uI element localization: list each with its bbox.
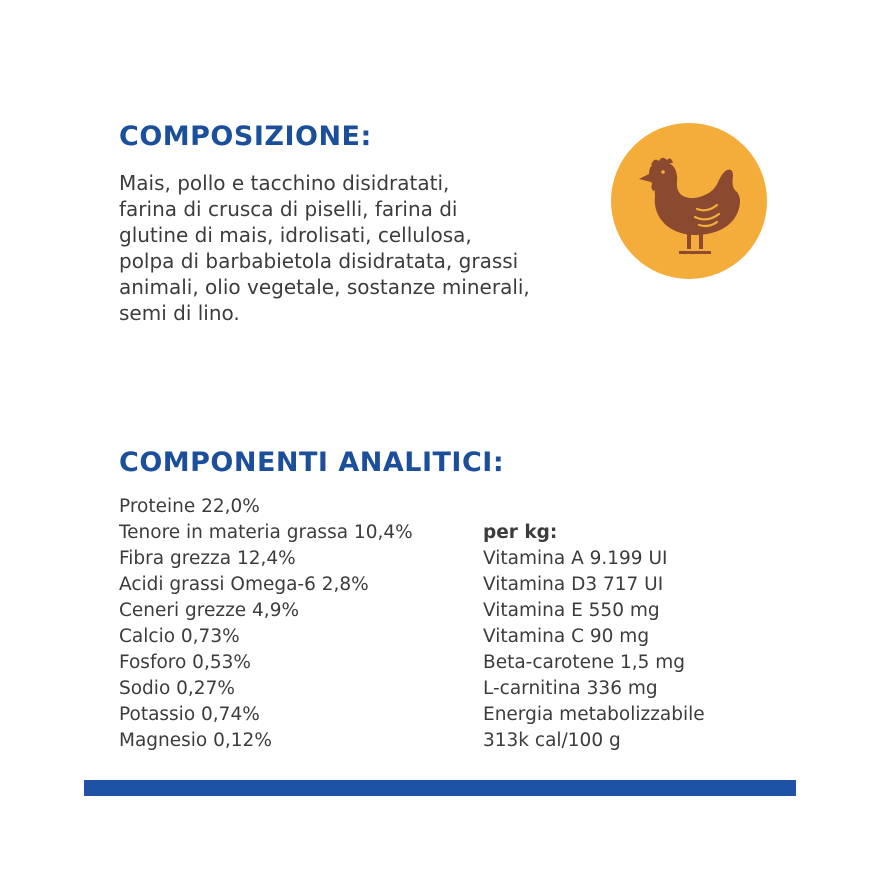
vitamin-item: Vitamina D3 717 UI xyxy=(483,574,664,595)
analytical-item: Sodio 0,27% xyxy=(119,678,235,699)
vitamin-item: Vitamina A 9.199 UI xyxy=(483,548,668,569)
composition-line: Mais, pollo e tacchino disidratati, xyxy=(119,171,450,195)
analytical-item: Tenore in materia grassa 10,4% xyxy=(119,522,413,543)
chicken-badge xyxy=(611,123,767,279)
vitamin-item: 313k cal/100 g xyxy=(483,730,621,751)
analytical-item: Fibra grezza 12,4% xyxy=(119,548,296,569)
analytical-item: Calcio 0,73% xyxy=(119,626,240,647)
analytical-item: Proteine 22,0% xyxy=(119,496,260,517)
vitamin-item: Vitamina C 90 mg xyxy=(483,626,650,647)
composition-line: animali, olio vegetale, sostanze minerali, xyxy=(119,275,530,299)
vitamin-item: L-carnitina 336 mg xyxy=(483,678,658,699)
analytical-item: Potassio 0,74% xyxy=(119,704,260,725)
vitamin-item: Energia metabolizzabile xyxy=(483,704,705,725)
composition-title: COMPOSIZIONE: xyxy=(119,121,372,152)
analytical-title: COMPONENTI ANALITICI: xyxy=(119,447,505,478)
composition-line: polpa di barbabietola disidratata, grassi xyxy=(119,249,519,273)
analytical-left-list xyxy=(119,494,413,754)
analytical-right-list xyxy=(483,520,705,754)
composition-line: farina di crusca di piselli, farina di xyxy=(119,197,458,221)
analytical-item: Ceneri grezze 4,9% xyxy=(119,600,300,621)
analytical-item: Magnesio 0,12% xyxy=(119,730,272,751)
vitamin-item: Beta-carotene 1,5 mg xyxy=(483,652,686,673)
analytical-item: Acidi grassi Omega-6 2,8% xyxy=(119,574,369,595)
composition-line: glutine di mais, idrolisati, cellulosa, xyxy=(119,223,472,247)
per-kg-heading: per kg: xyxy=(483,522,558,543)
chicken-icon xyxy=(611,123,767,279)
composition-text xyxy=(119,170,619,326)
analytical-item: Fosforo 0,53% xyxy=(119,652,251,673)
composition-line: semi di lino. xyxy=(119,301,240,325)
bottom-blue-bar xyxy=(84,780,796,796)
vitamin-item: Vitamina E 550 mg xyxy=(483,600,660,621)
